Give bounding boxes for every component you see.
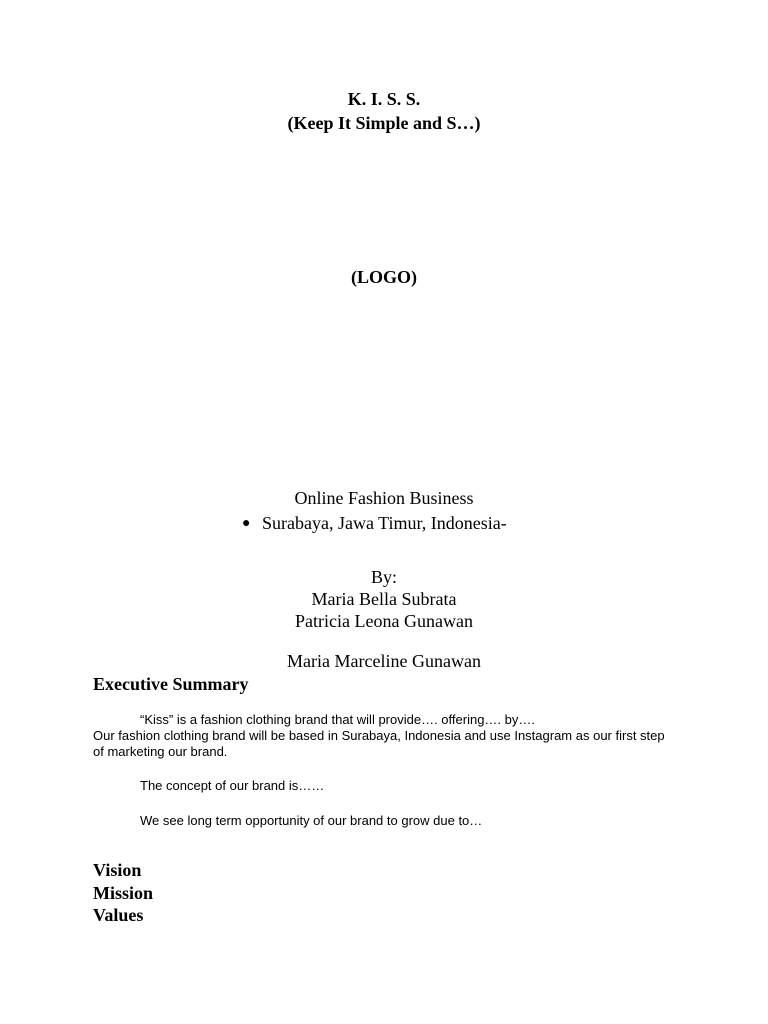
summary-paragraph: We see long term opportunity of our brand to grow due to… [140,813,483,828]
mission-heading: Mission [93,883,154,903]
executive-summary-heading: Executive Summary [93,674,249,694]
document-subtitle: (Keep It Simple and S…) [287,113,481,133]
summary-paragraph: “Kiss” is a fashion clothing brand that will provide…. offering…. by…. [140,712,535,727]
business-type: Online Fashion Business [294,488,474,508]
values-heading: Values [93,905,144,925]
author-name: Patricia Leona Gunawan [295,611,473,631]
summary-paragraph: Our fashion clothing brand will be based in Surabaya, Indonesia and use Instagram as our first step of marketing our brand. [93,728,665,759]
bullet-icon: ● [242,516,251,531]
author-name: Maria Bella Subrata [311,589,457,609]
by-label: By: [370,567,397,587]
author-name: Maria Marceline Gunawan [287,651,481,671]
logo-placeholder: (LOGO) [351,267,417,287]
vision-heading: Vision [93,860,142,880]
business-location-row [242,513,507,534]
business-location: Surabaya, Jawa Timur, Indonesia- [262,513,507,533]
document-title: K. I. S. S. [347,89,421,109]
summary-paragraph: The concept of our brand is…… [140,778,325,793]
